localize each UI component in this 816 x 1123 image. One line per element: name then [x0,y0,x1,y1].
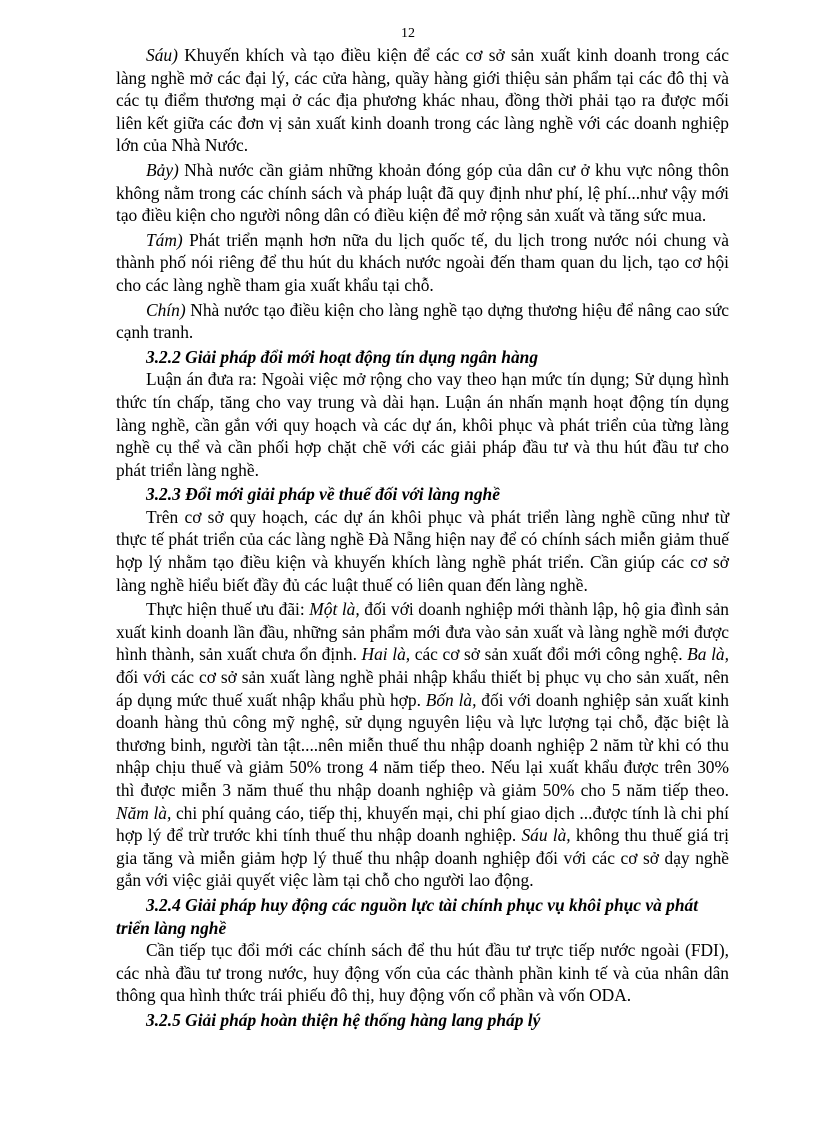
paragraph-text: Nhà nước tạo điều kiện cho làng nghề tạo dựng thương hiệu để nâng cao sức cạnh tranh. [116,299,729,343]
paragraph-lead: Tám) [146,229,183,250]
text-run: đối với các cơ sở sản xuất làng nghề phải nhập khẩu thiết bị phục vụ cho sản xuất, nên áp dụng mức thuế xuất nhập khẩu phù hợp. [116,667,729,710]
text-run: đối với doanh nghiệp sản xuất kinh doanh hàng thủ công mỹ nghệ, sử dụng nguyên liệu và lực lượng tại chỗ, đặc biệt là thương binh, người tàn tật....nên miễn thuế thu nhập doanh nghiệp 2 năm từ khi có thu nhập chịu thuế và giảm 50% trong 4 năm tiếp theo. Nếu lại xuất khẩu được trên 30% thì được miễn 3 năm thuế thu nhập doanh nghiệp và giảm 50% cho 5 năm tiếp theo. [116,689,729,800]
text-run: chi phí quảng cáo, tiếp thị, khuyến mại, chi phí giao dịch ...được tính là chi phí hợp lý để trừ trước khi tính thuế thu nhập doanh nghiệp. [116,802,730,846]
heading-3-2-4: 3.2.4 Giải pháp huy động các nguồn lực tài chính phục vụ khôi phục và phát triển làng nghề [116,894,699,938]
paragraph-text: Phát triển mạnh hơn nữa du lịch quốc tế, du lịch trong nước nói chung và thành phố nói riêng để thu hút du khách nước ngoài đến tham quan du lịch, tạo cơ hội cho các làng nghề tham gia xuất khẩu tại chỗ. [116,229,729,295]
paragraph-bay [116,159,729,227]
paragraph-lead: Sáu) [146,45,178,65]
text-run: đối với doanh nghiệp mới thành lập, hộ gia đình sản xuất kinh doanh lần đầu, những sản phẩm mới đưa vào sản xuất và làng nghề mới được hình thành, sản xuất chưa ổn định. [116,599,729,665]
paragraph-tam [116,229,729,297]
heading-3-2-5: 3.2.5 Giải pháp hoàn thiện hệ thống hàng lang pháp lý [146,1009,541,1030]
paragraph-tax-intro: Trên cơ sở quy hoạch, các dự án khôi phục và phát triển làng nghề cũng như từ thực tế phát triển của các làng nghề Đà Nẵng hiện nay để có chính sách miễn giảm thuế hợp lý nhằm tạo điều kiện và khuyến khích làng nghề phát triển. Cần giúp các cơ sở làng nghề hiểu biết đầy đủ các luật thuế có liên quan đến làng nghề. [116,506,729,595]
text-run: các cơ sở sản xuất đổi mới công nghệ. [410,644,688,665]
text-run: không thu thuế giá trị gia tăng và miễn giảm hợp lý thuế thu nhập doanh nghiệp đối với các cơ sở dạy nghề gắn với việc giải quyết việc làm tại chỗ cho người lao động. [116,825,729,891]
paragraph-chin [116,299,729,344]
text-run: Thực hiện thuế ưu đãi: [146,599,310,620]
page-body [116,44,729,1032]
paragraph-tax-incentives [116,598,729,892]
paragraph-finance: Cần tiếp tục đổi mới các chính sách để thu hút đầu tư trực tiếp nước ngoài (FDI), các nhà đầu tư trong nước, huy động vốn của các thành phần kinh tế và của nhân dân thông qua hình thức trái phiếu đô thị, huy động vốn cổ phần và vốn ODA. [116,940,729,1006]
ordinal-two: Hai là, [361,644,411,665]
paragraph-lead: Bảy) [146,159,179,180]
paragraph-sau [116,44,729,157]
paragraph-text: Nhà nước cần giảm những khoản đóng góp của dân cư ở khu vực nông thôn không nằm trong các chính sách và pháp luật đã quy định như phí, lệ phí...như vậy mới tạo điều kiện cho người nông dân có điều kiện để mở rộng sản xuất và tăng sức mua. [116,159,729,226]
ordinal-one: Một là, [309,599,360,620]
heading-3-2-3: 3.2.3 Đổi mới giải pháp về thuế đối với làng nghề [146,484,500,505]
ordinal-six: Sáu là, [521,825,571,846]
ordinal-three: Ba là, [687,644,729,665]
ordinal-five: Năm là, [116,802,172,823]
paragraph-text: Khuyến khích và tạo điều kiện để các cơ sở sản xuất kinh doanh trong các làng nghề mở các đại lý, các cửa hàng, quầy hàng giới thiệu sản phẩm tại các đô thị và các tụ điểm thương mại ở các địa phương khác nhau, đồng thời phải tạo ra được mối liên kết giữa các đơn vị sản xuất kinh doanh trong các làng nghề với các doanh nghiệp lớn của Nhà Nước. [116,45,729,156]
paragraph-lead: Chín) [146,299,186,320]
ordinal-four: Bốn là, [425,689,477,710]
heading-3-2-2: 3.2.2 Giải pháp đổi mới hoạt động tín dụng ngân hàng [146,346,539,367]
page-number: 12 [401,26,415,41]
paragraph-credit: Luận án đưa ra: Ngoài việc mở rộng cho vay theo hạn mức tín dụng; Sử dụng hình thức tín chấp, tăng cho vay trung và dài hạn. Luận án nhấn mạnh hoạt động tín dụng làng nghề, cần gắn với quy hoạch và các dự án, khôi phục và phát triển của từng làng nghề cụ thể và cần phối hợp chặt chẽ với các giải pháp đầu tư và thu hút đầu tư cho phát triển làng nghề. [116,369,729,480]
